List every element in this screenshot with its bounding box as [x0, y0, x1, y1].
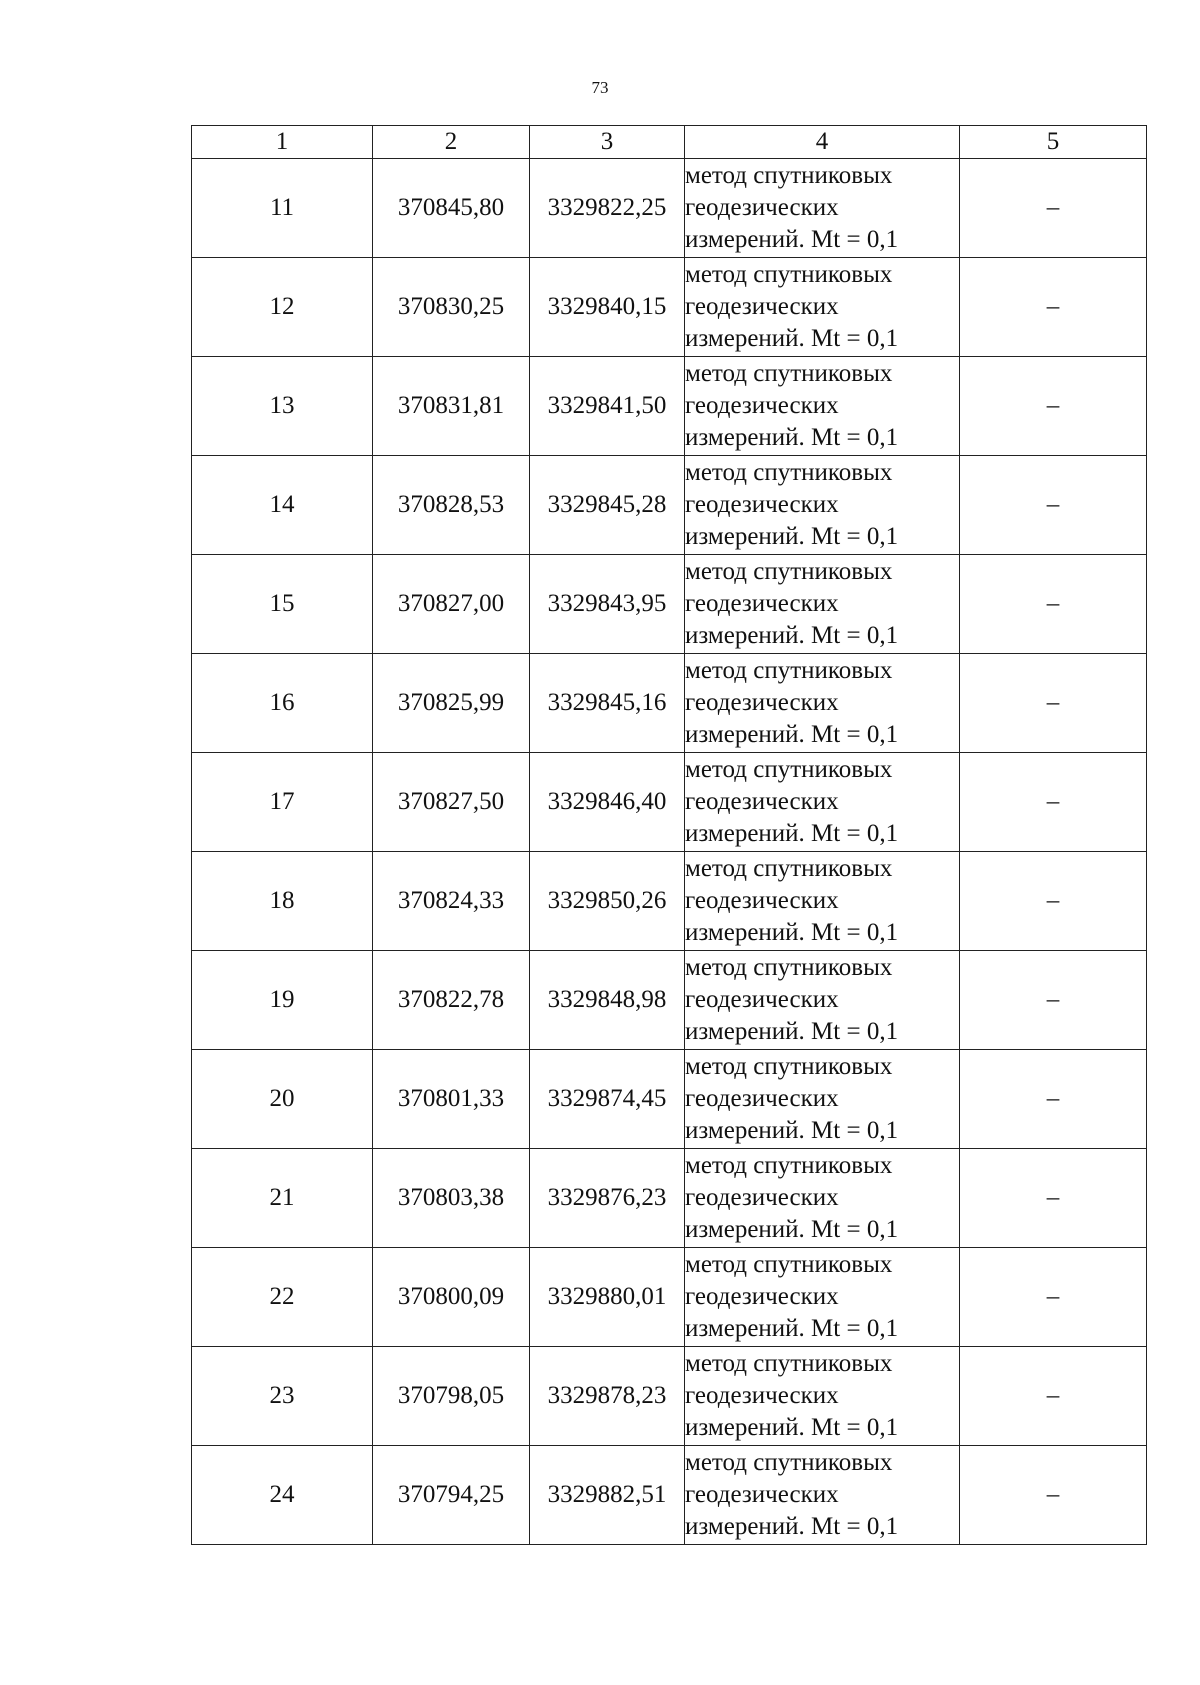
method-line: измерений. Mt = 0,1 [685, 919, 899, 946]
col5-cell: – [960, 159, 1147, 258]
method-line: геодезических [685, 1184, 839, 1211]
page-number: 73 [591, 78, 609, 97]
method-cell [685, 654, 960, 753]
col5-cell: – [960, 357, 1147, 456]
method-line: метод спутниковых [685, 261, 893, 288]
method-line: метод спутниковых [685, 1152, 893, 1179]
method-line: геодезических [685, 1283, 839, 1310]
y-coordinate-cell: 3329848,98 [530, 951, 685, 1050]
method-line: геодезических [685, 392, 839, 419]
header-col-4: 4 [685, 126, 960, 159]
method-line: геодезических [685, 788, 839, 815]
point-number-cell: 17 [192, 753, 373, 852]
point-number-cell: 15 [192, 555, 373, 654]
method-line: метод спутниковых [685, 459, 893, 486]
col5-cell: – [960, 852, 1147, 951]
col5-cell: – [960, 258, 1147, 357]
y-coordinate-cell: 3329850,26 [530, 852, 685, 951]
method-line: геодезических [685, 689, 839, 716]
x-coordinate-cell: 370801,33 [373, 1050, 530, 1149]
table-row [192, 1347, 1147, 1446]
point-number-cell: 18 [192, 852, 373, 951]
method-line: метод спутниковых [685, 1350, 893, 1377]
method-line: метод спутниковых [685, 855, 893, 882]
table-row [192, 555, 1147, 654]
table-row [192, 1446, 1147, 1545]
y-coordinate-cell: 3329882,51 [530, 1446, 685, 1545]
method-line: метод спутниковых [685, 657, 893, 684]
col5-cell: – [960, 1149, 1147, 1248]
method-line: измерений. Mt = 0,1 [685, 523, 899, 550]
method-line: измерений. Mt = 0,1 [685, 1018, 899, 1045]
y-coordinate-cell: 3329841,50 [530, 357, 685, 456]
table-row [192, 951, 1147, 1050]
x-coordinate-cell: 370803,38 [373, 1149, 530, 1248]
header-col-5: 5 [960, 126, 1147, 159]
method-line: геодезических [685, 194, 839, 221]
table-row [192, 1149, 1147, 1248]
method-line: геодезических [685, 1085, 839, 1112]
method-line: метод спутниковых [685, 954, 893, 981]
method-line: метод спутниковых [685, 1251, 893, 1278]
method-line: метод спутниковых [685, 1449, 893, 1476]
method-line: измерений. Mt = 0,1 [685, 325, 899, 352]
x-coordinate-cell: 370800,09 [373, 1248, 530, 1347]
x-coordinate-cell: 370827,00 [373, 555, 530, 654]
method-line: метод спутниковых [685, 162, 893, 189]
y-coordinate-cell: 3329846,40 [530, 753, 685, 852]
table-row [192, 159, 1147, 258]
y-coordinate-cell: 3329840,15 [530, 258, 685, 357]
method-line: измерений. Mt = 0,1 [685, 721, 899, 748]
x-coordinate-cell: 370830,25 [373, 258, 530, 357]
x-coordinate-cell: 370827,50 [373, 753, 530, 852]
point-number-cell: 13 [192, 357, 373, 456]
method-line: измерений. Mt = 0,1 [685, 424, 899, 451]
y-coordinate-cell: 3329845,16 [530, 654, 685, 753]
method-line: измерений. Mt = 0,1 [685, 622, 899, 649]
method-line: метод спутниковых [685, 1053, 893, 1080]
y-coordinate-cell: 3329876,23 [530, 1149, 685, 1248]
col5-cell: – [960, 1248, 1147, 1347]
method-line: измерений. Mt = 0,1 [685, 1414, 899, 1441]
point-number-cell: 16 [192, 654, 373, 753]
method-cell [685, 1050, 960, 1149]
method-cell [685, 456, 960, 555]
table-row [192, 654, 1147, 753]
x-coordinate-cell: 370831,81 [373, 357, 530, 456]
method-line: измерений. Mt = 0,1 [685, 820, 899, 847]
method-cell [685, 951, 960, 1050]
header-col-1: 1 [192, 126, 373, 159]
table-row [192, 456, 1147, 555]
method-cell [685, 753, 960, 852]
col5-cell: – [960, 654, 1147, 753]
table-row [192, 753, 1147, 852]
method-line: геодезических [685, 1481, 839, 1508]
method-line: геодезических [685, 887, 839, 914]
coordinates-table [191, 125, 1147, 1545]
col5-cell: – [960, 753, 1147, 852]
x-coordinate-cell: 370845,80 [373, 159, 530, 258]
method-line: измерений. Mt = 0,1 [685, 1513, 899, 1540]
method-line: метод спутниковых [685, 756, 893, 783]
method-cell [685, 1149, 960, 1248]
col5-cell: – [960, 1446, 1147, 1545]
col5-cell: – [960, 555, 1147, 654]
col5-cell: – [960, 1050, 1147, 1149]
y-coordinate-cell: 3329843,95 [530, 555, 685, 654]
method-line: геодезических [685, 1382, 839, 1409]
y-coordinate-cell: 3329822,25 [530, 159, 685, 258]
method-cell [685, 555, 960, 654]
method-line: измерений. Mt = 0,1 [685, 1117, 899, 1144]
col5-cell: – [960, 951, 1147, 1050]
header-col-3: 3 [530, 126, 685, 159]
method-line: метод спутниковых [685, 360, 893, 387]
method-line: измерений. Mt = 0,1 [685, 226, 899, 253]
x-coordinate-cell: 370798,05 [373, 1347, 530, 1446]
x-coordinate-cell: 370825,99 [373, 654, 530, 753]
method-cell [685, 357, 960, 456]
method-line: геодезических [685, 293, 839, 320]
table-row [192, 1248, 1147, 1347]
y-coordinate-cell: 3329878,23 [530, 1347, 685, 1446]
method-line: геодезических [685, 590, 839, 617]
table-header-row [192, 126, 1147, 159]
table-body [192, 159, 1147, 1545]
point-number-cell: 12 [192, 258, 373, 357]
method-line: геодезических [685, 986, 839, 1013]
method-line: измерений. Mt = 0,1 [685, 1216, 899, 1243]
method-cell [685, 258, 960, 357]
x-coordinate-cell: 370828,53 [373, 456, 530, 555]
table-row [192, 852, 1147, 951]
table-row [192, 1050, 1147, 1149]
method-cell [685, 852, 960, 951]
method-line: измерений. Mt = 0,1 [685, 1315, 899, 1342]
point-number-cell: 19 [192, 951, 373, 1050]
point-number-cell: 22 [192, 1248, 373, 1347]
method-cell [685, 159, 960, 258]
header-col-2: 2 [373, 126, 530, 159]
method-cell [685, 1347, 960, 1446]
point-number-cell: 24 [192, 1446, 373, 1545]
point-number-cell: 14 [192, 456, 373, 555]
x-coordinate-cell: 370794,25 [373, 1446, 530, 1545]
table-row [192, 357, 1147, 456]
x-coordinate-cell: 370822,78 [373, 951, 530, 1050]
x-coordinate-cell: 370824,33 [373, 852, 530, 951]
method-line: метод спутниковых [685, 558, 893, 585]
point-number-cell: 21 [192, 1149, 373, 1248]
col5-cell: – [960, 456, 1147, 555]
method-cell [685, 1446, 960, 1545]
y-coordinate-cell: 3329845,28 [530, 456, 685, 555]
point-number-cell: 11 [192, 159, 373, 258]
point-number-cell: 23 [192, 1347, 373, 1446]
method-line: геодезических [685, 491, 839, 518]
point-number-cell: 20 [192, 1050, 373, 1149]
method-cell [685, 1248, 960, 1347]
table-row [192, 258, 1147, 357]
y-coordinate-cell: 3329874,45 [530, 1050, 685, 1149]
col5-cell: – [960, 1347, 1147, 1446]
y-coordinate-cell: 3329880,01 [530, 1248, 685, 1347]
